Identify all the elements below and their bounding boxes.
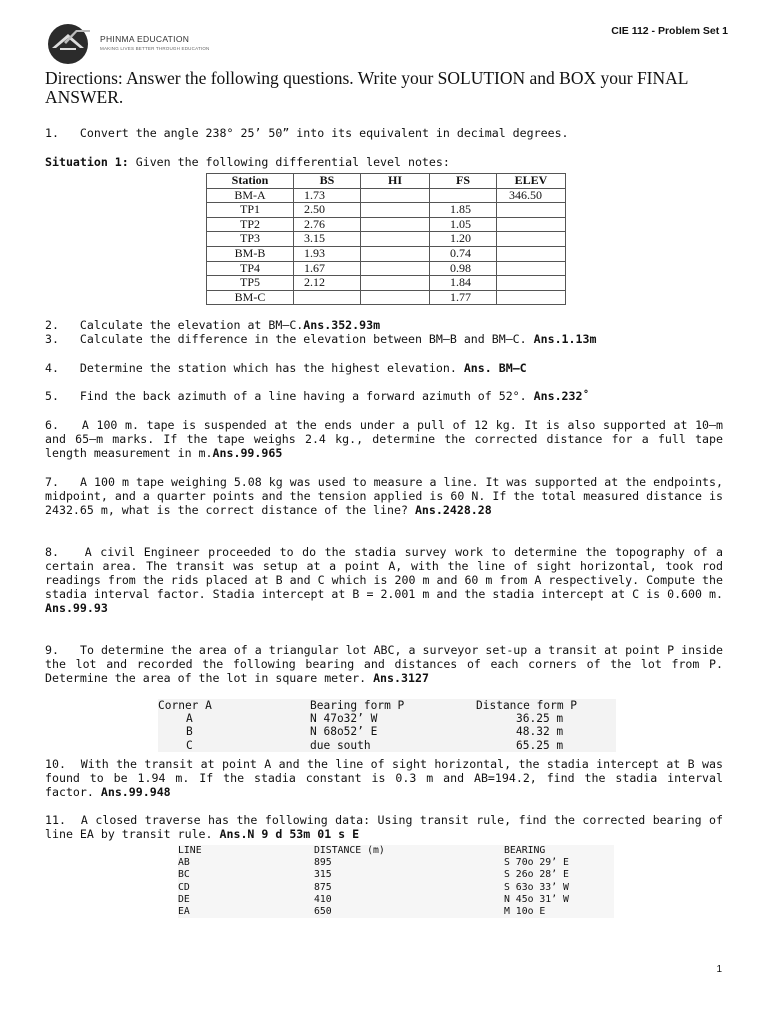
question-text: Convert the angle 238° 25’ 50” into its equivalent in decimal degrees. [79, 126, 569, 140]
situation-1 [45, 155, 723, 169]
question-9 [45, 643, 723, 685]
question-text: A 100 m tape weighing 5.08 kg was used to measure a line. It was supported at the endpoints, midpoint, and a quarter points and the tension applied is 60 N. If the total measured distance is 2432.65 m, what is the correct distance of the line? [45, 475, 723, 517]
question-text: A 100 m. tape is suspended at the ends under a pull of 12 kg. It is also supported at 10–m and 65–m marks. If the tape weighs 2.4 kg., determine the corrected distance for a full tape length measurement in m. [45, 418, 723, 460]
table-row [178, 906, 614, 918]
table-cell: 315 [314, 869, 332, 881]
question-number: 5. [45, 389, 59, 403]
table-cell: TP2 [207, 217, 294, 232]
table-cell: 0.98 [430, 261, 497, 276]
table-cell: BC [178, 869, 190, 881]
table-cell: 410 [314, 893, 332, 905]
column-header: Bearing form P [310, 699, 405, 712]
phinma-emblem-icon [46, 22, 94, 66]
table-cell: due south [310, 738, 371, 752]
table-cell [497, 290, 566, 305]
table-header-row [178, 845, 614, 857]
table-cell: N 47o32’ W [310, 712, 378, 726]
question-5 [45, 389, 723, 403]
table-row [207, 276, 566, 291]
course-header: CIE 112 - Problem Set 1 [611, 25, 728, 37]
answer: Ans.3127 [373, 671, 429, 685]
question-number: 10. [45, 757, 66, 771]
question-3 [45, 332, 723, 346]
table-header-row [207, 174, 566, 189]
table-row [207, 246, 566, 261]
column-header: DISTANCE (m) [314, 845, 385, 856]
question-6 [45, 418, 723, 460]
table-cell: 1.93 [294, 246, 361, 261]
table-row [178, 894, 614, 906]
question-text: With the transit at point A and the line of sight horizontal, the stadia intercept at B was found to be 1.94 m. If the stadia constant is 0.3 m and AB=194.2, find the stadia interval factor. [45, 757, 723, 799]
table-cell [361, 188, 430, 203]
question-text: To determine the area of a triangular lot ABC, a surveyor set-up a transit at point P inside the lot and recorded the following bearing and distances of each corners of the lot from P. Determine the area of the lot in square meter. [45, 643, 723, 685]
question-text: Determine the station which has the highest elevation. [79, 361, 457, 375]
column-header: FS [430, 174, 497, 189]
table-cell: 895 [314, 857, 332, 869]
answer: Ans.N 9 d 53m 01 s E [219, 827, 360, 841]
question-text: A closed traverse has the following data: Using transit rule, find the corrected bearing of line EA by transit rule. [45, 813, 723, 841]
table-cell [361, 217, 430, 232]
column-header: Corner A [158, 699, 212, 712]
table-cell: N 45o 31’ W [504, 893, 569, 905]
question-2 [45, 318, 723, 332]
table-cell: 1.67 [294, 261, 361, 276]
table-row [207, 261, 566, 276]
question-4 [45, 361, 723, 375]
column-header: HI [361, 174, 430, 189]
table-cell [361, 232, 430, 247]
table-cell: 2.50 [294, 203, 361, 218]
table-row [207, 217, 566, 232]
table-cell [361, 290, 430, 305]
table-cell: 875 [314, 881, 332, 893]
question-number: 1. [45, 126, 59, 140]
question-number: 3. [45, 332, 59, 346]
table-cell: 48.32 m [516, 725, 564, 739]
table-cell: 0.74 [430, 246, 497, 261]
corner-bearing-table [158, 699, 616, 752]
column-header: Distance form P [476, 699, 578, 712]
answer: Ans.99.965 [212, 446, 283, 460]
column-header: BS [294, 174, 361, 189]
table-row [207, 290, 566, 305]
question-8 [45, 545, 723, 615]
table-row [158, 725, 616, 738]
table-cell: BM-A [207, 188, 294, 203]
table-cell: CD [178, 881, 190, 893]
table-row [158, 739, 616, 752]
table-cell [430, 188, 497, 203]
table-cell: 1.85 [430, 203, 497, 218]
answer: Ans.352.93m [303, 318, 381, 332]
question-number: 6. [45, 418, 59, 432]
table-cell: C [186, 738, 193, 752]
table-row [178, 857, 614, 869]
table-row [207, 188, 566, 203]
question-1 [45, 126, 723, 140]
table-row [207, 203, 566, 218]
table-cell: M 10o E [504, 906, 546, 918]
table-cell: B [186, 725, 193, 739]
table-cell: S 70o 29’ E [504, 857, 569, 869]
table-cell: 2.76 [294, 217, 361, 232]
situation-label: Situation 1: [45, 155, 129, 169]
table-cell: TP4 [207, 261, 294, 276]
table-row [178, 869, 614, 881]
table-cell [497, 276, 566, 291]
question-11 [45, 813, 723, 841]
column-header: ELEV [497, 174, 566, 189]
logo-tagline: MAKING LIVES BETTER THROUGH EDUCATION [100, 46, 210, 51]
table-cell [361, 276, 430, 291]
directions: Directions: Answer the following questions. Write your SOLUTION and BOX your FINAL ANSWER. [45, 68, 688, 107]
table-cell [497, 246, 566, 261]
table-cell: 3.15 [294, 232, 361, 247]
table-cell [497, 217, 566, 232]
table-row [207, 232, 566, 247]
table-cell [361, 246, 430, 261]
traverse-table [178, 845, 614, 918]
table-cell: DE [178, 893, 190, 905]
question-text: A civil Engineer proceeded to do the stadia survey work to determine the topography of a certain area. The transit was setup at a point A, with the line of sight horizontal, took rod readings from the rids placed at B and C which is 200 m and 60 m from A respectively. Compute the stadia interval factor. Stadia intercept at B = 2.001 m and the stadia intercept at C is 0.600 m. [45, 545, 723, 601]
table-cell [497, 232, 566, 247]
question-number: 7. [45, 475, 59, 489]
table-cell: 2.12 [294, 276, 361, 291]
table-cell: TP3 [207, 232, 294, 247]
table-cell [497, 261, 566, 276]
table-cell [361, 261, 430, 276]
answer: Ans.2428.28 [414, 503, 492, 517]
table-cell: 65.25 m [516, 738, 564, 752]
column-header: LINE [178, 845, 202, 856]
question-10 [45, 757, 723, 799]
table-cell: 1.84 [430, 276, 497, 291]
question-text: Find the back azimuth of a line having a forward azimuth of 52°. [79, 389, 527, 403]
table-cell: AB [178, 857, 190, 869]
table-cell: BM-B [207, 246, 294, 261]
level-notes-table [206, 173, 566, 305]
table-cell [361, 203, 430, 218]
page-number: 1 [716, 964, 722, 975]
table-cell: TP5 [207, 276, 294, 291]
table-cell: BM-C [207, 290, 294, 305]
column-header: Station [207, 174, 294, 189]
question-text: Calculate the difference in the elevation between BM–B and BM–C. [79, 332, 527, 346]
question-7 [45, 475, 723, 517]
table-cell: A [186, 712, 193, 726]
table-cell [294, 290, 361, 305]
table-cell: 36.25 m [516, 712, 564, 726]
table-cell: S 63o 33’ W [504, 881, 569, 893]
question-text: Calculate the elevation at BM–C. [79, 318, 304, 332]
table-row [178, 882, 614, 894]
question-number: 8. [45, 545, 59, 559]
phinma-logo [46, 22, 266, 66]
answer: Ans.232˚ [533, 389, 590, 403]
answer: Ans.99.93 [45, 601, 108, 615]
table-cell: 1.73 [294, 188, 361, 203]
question-number: 11. [45, 813, 66, 827]
question-number: 2. [45, 318, 59, 332]
table-cell: TP1 [207, 203, 294, 218]
table-row [158, 712, 616, 725]
question-number: 9. [45, 643, 59, 657]
table-cell: N 68o52’ E [310, 725, 378, 739]
question-number: 4. [45, 361, 59, 375]
situation-text: Given the following differential level notes: [128, 155, 450, 169]
table-header-row [158, 699, 616, 712]
table-cell: 1.05 [430, 217, 497, 232]
table-cell: 650 [314, 906, 332, 918]
answer: Ans.99.948 [100, 785, 171, 799]
answer: Ans.1.13m [533, 332, 597, 346]
table-cell: 346.50 [497, 188, 566, 203]
table-cell: 1.77 [430, 290, 497, 305]
answer: Ans. BM–C [463, 361, 527, 375]
table-cell: EA [178, 906, 190, 918]
column-header: BEARING [504, 845, 546, 856]
logo-title: PHINMA EDUCATION [100, 34, 190, 44]
table-cell: S 26o 28’ E [504, 869, 569, 881]
table-cell: 1.20 [430, 232, 497, 247]
table-cell [497, 203, 566, 218]
